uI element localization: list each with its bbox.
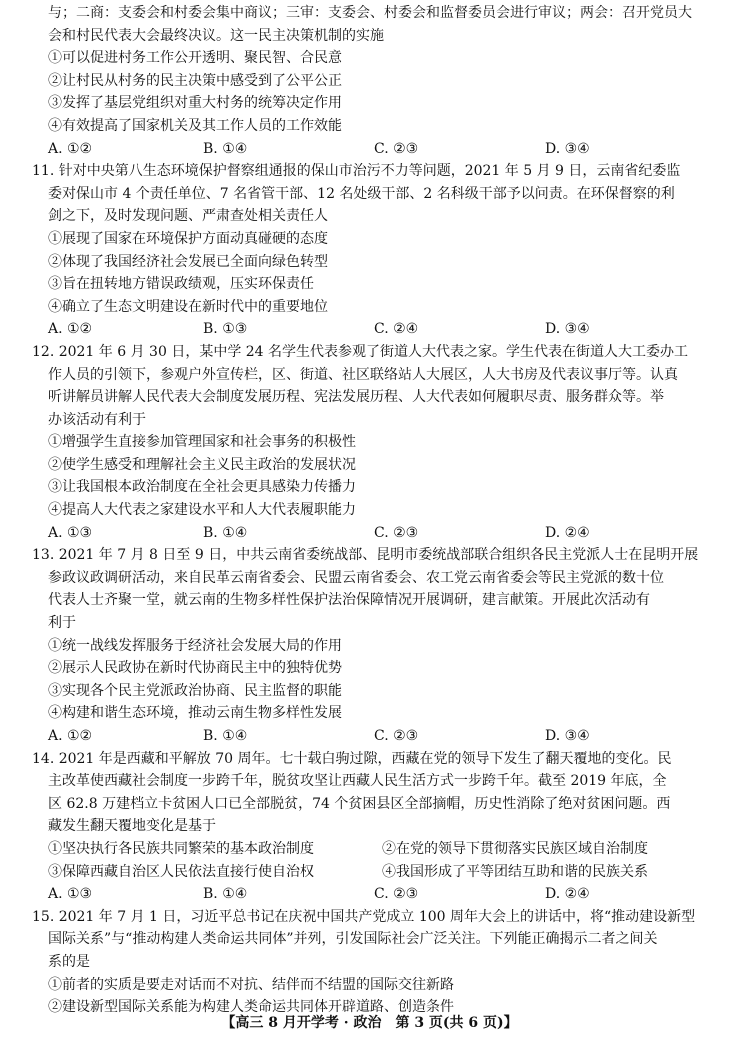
question-stem-line: 代表人士齐聚一堂，就云南的生物多样性保护法治保障情况开展调研，建言献策。开展此次活动有 [48,592,650,609]
question-stem-line: 13. 2021 年 7 月 8 日至 9 日，中共云南省委统战部、昆明市委统战部联合组织各民主党派人士在昆明开展 [32,547,699,564]
option-d: D. ③④ [545,321,590,338]
option-b: B. ①④ [203,140,248,157]
question-stem-line: 主改革使西藏社会制度一步跨千年，脱贫攻坚让西藏人民生活方式一步跨千年。截至 2019 年底，全 [48,773,667,790]
question-12 [32,341,716,544]
question-11 [32,160,716,341]
option-c: C. ②③ [374,886,419,903]
question-stem-line: 区 62.8 万建档立卡贫困人口已全部脱贫，74 个贫困县区全部摘帽，历史性消除了绝对贫困问题。西 [48,795,671,812]
statement: ②在党的领导下贯彻落实民族区域自治制度 [382,840,648,857]
question-stem-line: 国际关系”与“推动构建人类命运共同体”并列，引发国际社会广泛关注。下列能正确揭示二者之间关 [48,931,658,948]
statement: ②使学生感受和理解社会主义民主政治的发展状况 [48,456,356,473]
statement-row [32,861,716,884]
statement: ②建设新型国际关系能为构建人类命运共同体开辟道路、创造条件 [48,999,454,1016]
question-10-continuation [32,2,716,160]
question-stem-line: 会和村民代表大会最终决议。这一民主决策机制的实施 [48,27,384,44]
question-14 [32,748,716,906]
option-b: B. ①③ [203,321,248,338]
question-stem-line: 听讲解员讲解人民代表大会制度发展历程、宪法发展历程、人大代表如何履职尽责、服务群众等。举 [48,389,664,406]
question-stem-line: 参政议政调研活动，来自民革云南省委会、民盟云南省委会、农工党云南省委会等民主党派的数十位 [48,569,664,586]
option-c: C. ②④ [374,321,419,338]
option-b: B. ①④ [203,728,248,744]
option-c: C. ②③ [374,728,419,744]
statement: ①前者的实质是要走对话而不对抗、结伴而不结盟的国际交往新路 [48,976,454,993]
option-d: D. ③④ [545,140,590,157]
statement: ①坚决执行各民族共同繁荣的基本政治制度 [48,840,314,857]
option-a: A. ①② [48,321,93,338]
option-b: B. ①④ [203,886,248,903]
answer-options [32,883,716,906]
question-15 [32,906,716,1019]
question-stem-line: 与；二商：支委会和村委会集中商议；三审：支委会、村委会和监督委员会进行审议；两会：召开党员大 [48,5,692,21]
statement: ①增强学生直接参加管理国家和社会事务的积极性 [48,434,356,451]
statement: ④确立了生态文明建设在新时代中的重要地位 [48,298,328,315]
question-stem-line: 藏发生翻天覆地变化是基于 [48,818,216,835]
answer-options [32,725,716,748]
question-stem-line: 系的是 [48,953,90,970]
option-d: D. ③④ [545,728,590,744]
statement: ④有效提高了国家机关及其工作人员的工作效能 [48,117,342,134]
statement: ②体现了我国经济社会发展已全面向绿色转型 [48,253,328,270]
option-c: C. ②③ [374,524,419,541]
page-content [32,2,716,1019]
option-d: D. ②④ [545,886,590,903]
option-a: A. ①③ [48,524,93,541]
question-stem-line: 14. 2021 年是西藏和平解放 70 周年。七十载白驹过隙，西藏在党的领导下发生了翻天覆地的变化。民 [32,750,672,767]
question-stem-line: 15. 2021 年 7 月 1 日，习近平总书记在庆祝中国共产党成立 100 周年大会上的讲话中，将“推动建设新型 [32,908,696,925]
answer-options [32,138,716,161]
statement: ④构建和谐生态环境，推动云南生物多样性发展 [48,705,342,722]
statement: ②让村民从村务的民主决策中感受到了公平公正 [48,72,342,89]
question-stem-line: 剑之下，及时发现问题、严肃查处相关责任人 [48,208,328,225]
statement: ③旨在扭转地方错误政绩观，压实环保责任 [48,276,314,293]
statement: ③发挥了基层党组织对重大村务的统筹决定作用 [48,95,342,112]
question-stem-line: 11. 针对中央第八生态环境保护督察组通报的保山市治污不力等问题，2021 年 5 月 9 日，云南省纪委监 [32,163,681,180]
option-a: A. ①③ [48,886,93,903]
option-b: B. ①④ [203,524,248,541]
question-13 [32,544,716,747]
statement: ①展现了国家在环境保护方面动真碰硬的态度 [48,230,328,247]
question-stem-line: 12. 2021 年 6 月 30 日，某中学 24 名学生代表参观了街道人大代表之家。学生代表在街道人大工委办工 [32,343,689,360]
statement-row [32,838,716,861]
statement: ④我国形成了平等团结互助和谐的民族关系 [382,863,648,880]
statement: ①统一战线发挥服务于经济社会发展大局的作用 [48,637,342,654]
statement: ①可以促进村务工作公开透明、聚民智、合民意 [48,50,342,67]
option-a: A. ①② [48,728,93,744]
answer-options [32,318,716,341]
statement: ③保障西藏自治区人民依法直接行使自治权 [48,863,314,880]
answer-options [32,522,716,545]
statement: ②展示人民政协在新时代协商民主中的独特优势 [48,660,342,677]
question-stem-line: 委对保山市 4 个责任单位、7 名省管干部、12 名处级干部、2 名科级干部予以问责。在环保督察的利 [48,185,675,202]
statement: ③让我国根本政治制度在全社会更具感染力传播力 [48,479,356,496]
page-footer: 【高三 8 月开学考 · 政治 第 3 页(共 6 页)】 [221,1015,518,1031]
statement: ④提高人大代表之家建设水平和人大代表履职能力 [48,502,356,519]
option-c: C. ②③ [374,140,419,157]
question-stem-line: 利于 [48,615,76,632]
option-d: D. ②④ [545,524,590,541]
option-a: A. ①② [48,140,93,157]
question-stem-line: 办该活动有利于 [48,411,146,428]
statement: ③实现各个民主党派政治协商、民主监督的职能 [48,682,342,699]
question-stem-line: 作人员的引领下，参观户外宣传栏，区、街道、社区联络站人大展区，人大书房及代表议事厅等。认真 [48,366,678,383]
